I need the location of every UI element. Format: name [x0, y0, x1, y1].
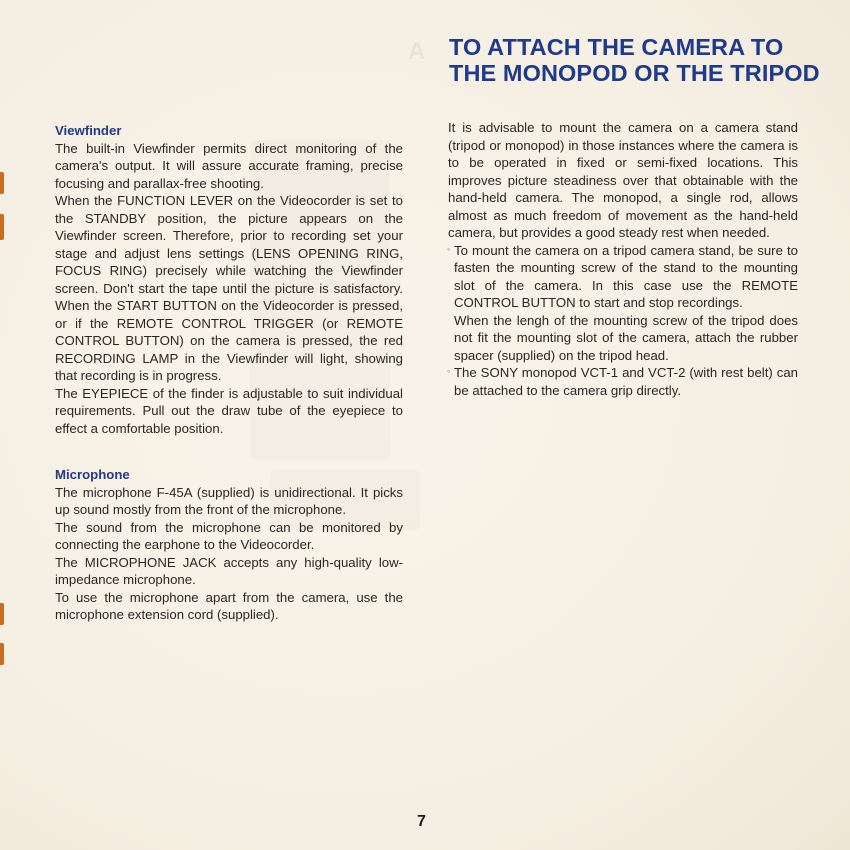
bullet-circle-icon: ◦: [447, 243, 451, 254]
viewfinder-paragraph-2: When the FUNCTION LEVER on the Videocorder is set to the STANDBY position, the picture appears on the Viewfinder screen. Therefore, prior to recording set your stage and adjust lens settings (LENS OPENING RING, FOCUS RING) precisely while watching the Viewfinder screen. Don't start the tape until the picture is satisfactory. When the START BUTTON on the Videocorder is pressed, or if the REMOTE CONTROL TRIGGER (or REMOTE CONTROL BUTTON) on the camera is pressed, the red RECORDING LAMP in the Viewfinder will light, showing that recording is in progress.: [55, 193, 403, 383]
viewfinder-paragraph-1: The built-in Viewfinder permits direct monitoring of the camera's output. It will assure accurate framing, precise focusing and parallax-free shooting.: [55, 140, 403, 191]
microphone-paragraph-3: The MICROPHONE JACK accepts any high-quality low-impedance microphone.: [55, 554, 403, 587]
bullet-item: [448, 242, 798, 365]
page-number: 7: [417, 813, 426, 830]
edge-tab: [0, 643, 4, 665]
page-title: [449, 34, 839, 86]
edge-tab: [0, 214, 4, 240]
right-column: [448, 119, 798, 399]
show-through-text: A: [408, 38, 426, 65]
page-title-line-1: TO ATTACH THE CAMERA TO: [449, 34, 784, 60]
bullet-item: [448, 364, 798, 399]
bullet-circle-icon: ◦: [447, 366, 451, 376]
left-column: [55, 122, 403, 624]
bullet-1-continuation: When the lengh of the mounting screw of the tripod does not fit the mounting slot of the camera, attach the rubber spacer (supplied) on the tripod head.: [454, 312, 798, 363]
mounting-intro: It is advisable to mount the camera on a camera stand (tripod or monopod) in those instances where the camera is to be operated in fixed or semi-fixed locations. This improves picture steadiness over that obtainable with the hand-held camera. The monopod, a single rod, allows almost as much freedom of movement as the hand-held camera, but provides a good steady rest when needed.: [448, 120, 798, 240]
edge-tab: [0, 172, 4, 194]
page-title-line-2: THE MONOPOD OR THE TRIPOD: [449, 60, 820, 86]
microphone-paragraph-1: The microphone F-45A (supplied) is unidirectional. It picks up sound mostly from the front of the microphone.: [55, 484, 403, 517]
microphone-paragraph-4: To use the microphone apart from the camera, use the microphone extension cord (supplied).: [55, 589, 403, 622]
bullet-text: [454, 242, 798, 365]
bullet-2-text: The SONY monopod VCT-1 and VCT-2 (with rest belt) can be attached to the camera grip directly.: [454, 365, 798, 398]
viewfinder-paragraph-3: The EYEPIECE of the finder is adjustable to suit individual requirements. Pull out the draw tube of the eyepiece to effect a comfortable position.: [55, 385, 403, 436]
microphone-paragraph-2: The sound from the microphone can be monitored by connecting the earphone to the Videocorder.: [55, 519, 403, 552]
section-spacer: [55, 437, 403, 466]
bullet-1-text: To mount the camera on a tripod camera stand, be sure to fasten the mounting screw of the stand to the mounting slot of the camera. In this case use the REMOTE CONTROL BUTTON to start and stop recordings.: [454, 242, 798, 310]
edge-tab: [0, 603, 4, 625]
microphone-heading: Microphone: [55, 467, 130, 482]
viewfinder-heading: Viewfinder: [55, 123, 122, 138]
